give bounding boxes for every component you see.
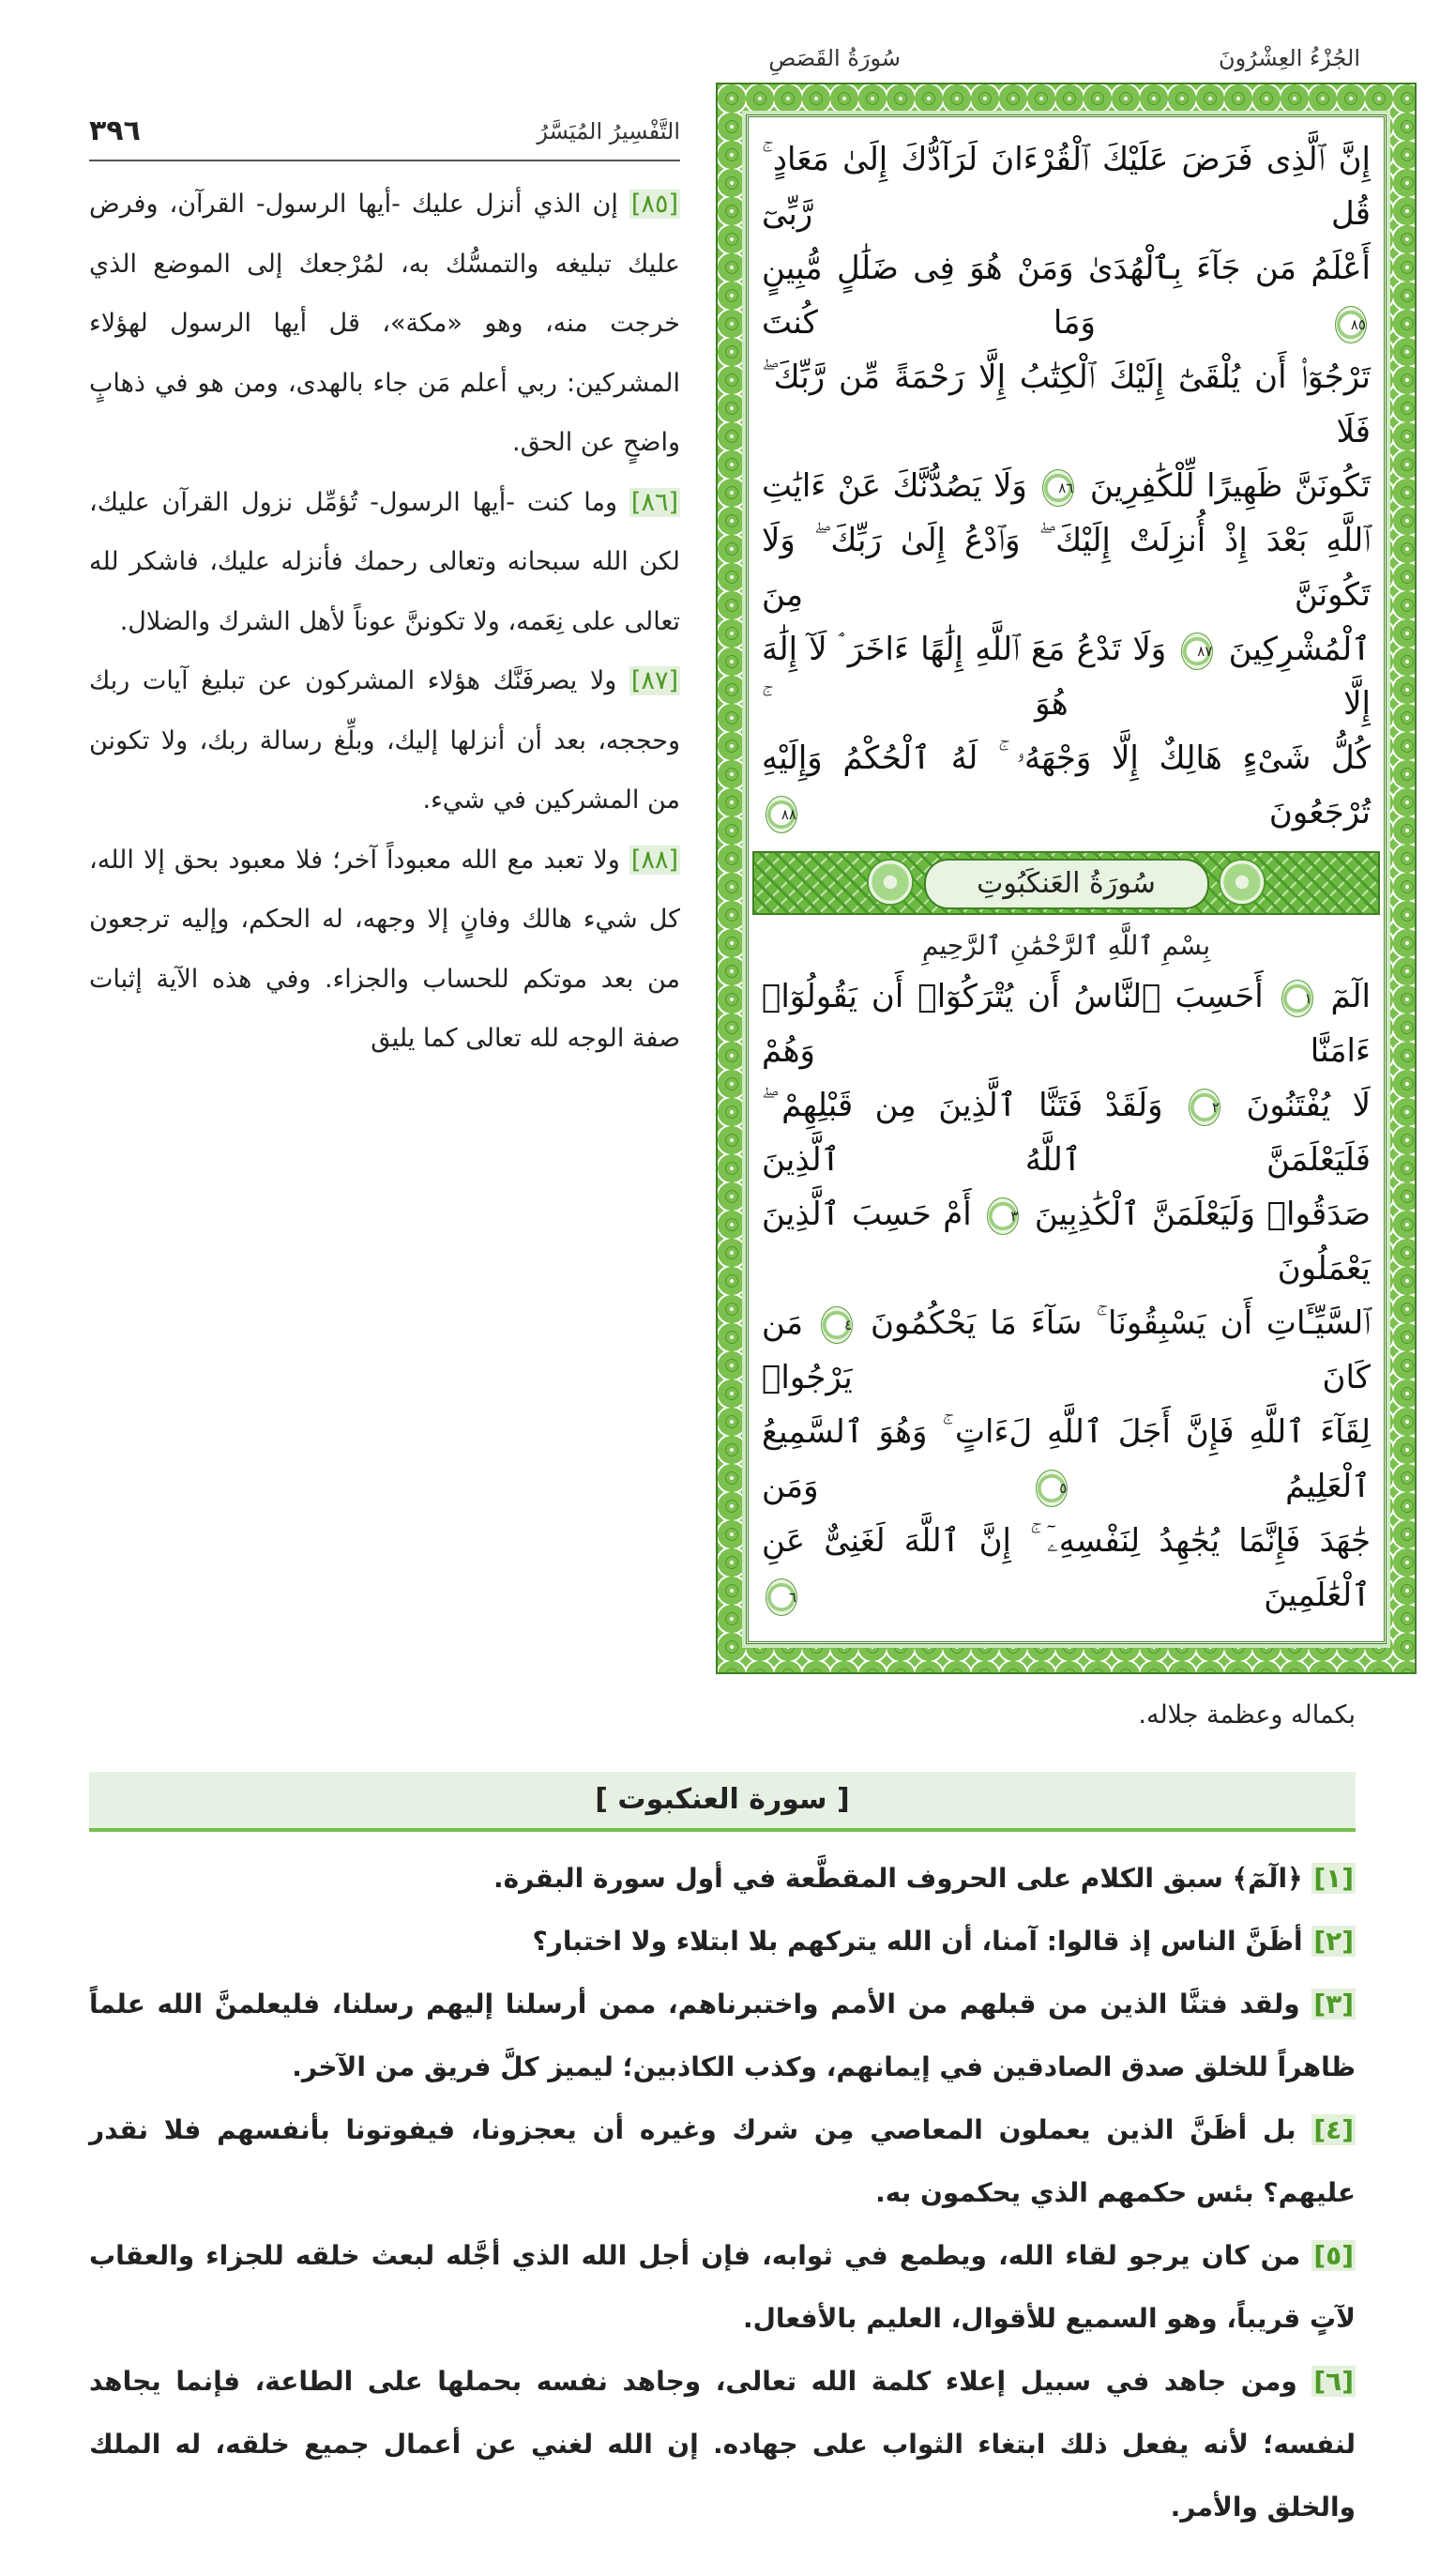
- basmala: بِسْمِ ٱللَّهِ ٱلرَّحْمَٰنِ ٱلرَّحِيمِ: [921, 930, 1211, 961]
- quran-line: [762, 459, 1371, 513]
- tafsir-entry: [89, 473, 680, 652]
- quran-line: [762, 1296, 1371, 1405]
- tafsir-text: ومن جاهد في سبيل إعلاء كلمة الله تعالى، وجاهد نفسه بحملها على الطاعة، فإنما يجاهد لنفسه؛ لأنه يفعل ذلك ابتغاء الثواب على جهاده. إن الله لغني عن أعمال جميع خلقه، له الملك والخلق والأمر.: [89, 2366, 1356, 2523]
- tafsir-entry: [89, 831, 680, 1069]
- juz-header: الجُزْءُ العِشْرُونَ: [1218, 45, 1360, 71]
- tafsir-entry: [89, 2350, 1356, 2538]
- surah-header: سُورَةُ القَصَصِ: [768, 45, 901, 71]
- ayah-text: وَمَا كُنتَ: [762, 304, 1096, 342]
- quran-line: [762, 969, 1371, 1078]
- ayah-text: لَا يُفْتَنُونَ: [1246, 1087, 1371, 1124]
- tafsir-text: أظَنَّ الناس إذ قالوا: آمنا، أن الله يتركهم بلا ابتلاء ولا اختبار؟: [532, 1926, 1312, 1957]
- tafsir-entry: [89, 1973, 1356, 2098]
- ayah-text: صَدَقُوا۟ وَلَيَعْلَمَنَّ ٱلْكَٰذِبِينَ: [1034, 1196, 1372, 1233]
- ayah-text: وَلَا يَصُدُّنَّكَ عَنْ ءَايَٰتِ: [762, 467, 1027, 505]
- tafsir-continuation: بكماله وعظمة جلاله.: [1138, 1700, 1356, 1730]
- verse-number: [٢]: [1313, 1926, 1354, 1957]
- ayah-text: ٱلسَّيِّـَٔاتِ أَن يَسْبِقُونَا ۚ سَآءَ مَا يَحْكُمُونَ: [870, 1304, 1371, 1342]
- tafsir-text: ﴿الٓمٓ﴾ سبق الكلام على الحروف المقطَّعة في أول سورة البقرة.: [493, 1863, 1312, 1894]
- ayah-text: كُلُّ شَىْءٍ هَالِكٌ إِلَّا وَجْهَهُۥ ۚ لَهُ ٱلْحُكْمُ وَإِلَيْهِ تُرْجَعُونَ: [762, 739, 1371, 831]
- ayah-marker: ٨٧: [1181, 633, 1213, 670]
- ayah-text: تَكُونَنَّ ظَهِيرًا لِّلْكَٰفِرِينَ: [1089, 467, 1371, 505]
- ayah-marker: ٨٦: [1042, 469, 1074, 507]
- ayah-marker: ٦: [765, 1578, 797, 1616]
- verse-number: [٨٥]: [630, 190, 678, 219]
- ayah-text: وَمَن: [762, 1468, 819, 1505]
- verses-before: [762, 132, 1371, 840]
- quran-line: [762, 513, 1371, 622]
- section-heading: [ سورة العنكبوت ]: [595, 1783, 850, 1816]
- tafsir-entry: [89, 2098, 1356, 2224]
- ayah-text: تَرْجُوٓا۟ أَن يُلْقَىٰٓ إِلَيْكَ ٱلْكِتَٰبُ إِلَّا رَحْمَةً مِّن رَّبِّكَ ۖ فَلَا: [762, 358, 1371, 450]
- ayah-text: مَن كَانَ يَرْجُوا۟: [762, 1304, 1371, 1396]
- rosette-ornament-icon: [1219, 859, 1266, 906]
- page-number: ٣٩٦: [89, 114, 141, 147]
- surah-banner: [752, 851, 1380, 915]
- quran-line: [762, 731, 1371, 840]
- ayah-marker: ٢: [1189, 1089, 1220, 1126]
- tafsir-entry: [89, 1847, 1356, 1910]
- tafsir-entry: [89, 1910, 1356, 1973]
- tafsir-text: وما كنت -أيها الرسول- تُؤمِّل نزول القرآن عليك، لكن الله سبحانه وتعالى رحمك فأنزله عليك، فاشكر لله تعالى على نِعَمه، ولا تكوننَّ عوناً لأهل الشرك والضلال.: [89, 487, 680, 636]
- tafsir-text: ولا يصرفَنَّك هؤلاء المشركون عن تبليغ آيات ربك وحججه، بعد أن أنزلها إليك، وبلِّغ رسالة ربك، ولا تكونن من المشركين في شيء.: [89, 666, 680, 815]
- verse-number: [٥]: [1313, 2240, 1354, 2271]
- ayah-marker: ٨٨: [765, 796, 797, 833]
- ayah-text: وَلَقَدْ فَتَنَّا ٱلَّذِينَ مِن قَبْلِهِمْ ۖ فَلَيَعْلَمَنَّ ٱللَّهُ ٱلَّذِينَ: [762, 1087, 1371, 1179]
- ayah-marker: ٥: [1036, 1470, 1068, 1507]
- tafsir-column: [89, 175, 680, 1069]
- tafsir-text: بل أظَنَّ الذين يعملون المعاصي مِن شرك وغيره أن يعجزونا، فيفوتونا بأنفسهم فلا نقدر عليهم؟ بئس حكمهم الذي يحكمون به.: [89, 2114, 1356, 2208]
- tafsir-text: ولا تعبد مع الله معبوداً آخر؛ فلا معبود بحق إلا الله، كل شيء هالك وفانٍ إلا وجهه، له الحكم، وإليه ترجعون من بعد موتكم للحساب والجزاء. وفي هذه الآية إثبات صفة الوجه لله تعالى كما يليق: [89, 845, 680, 1053]
- ayah-text: إِنَّ ٱلَّذِى فَرَضَ عَلَيْكَ ٱلْقُرْءَانَ لَرَآدُّكَ إِلَىٰ مَعَادٍ ۚ قُل رَّبِّىٓ: [762, 141, 1371, 233]
- quran-line: [762, 622, 1371, 731]
- quran-line: [762, 350, 1371, 459]
- rosette-ornament-icon: [867, 859, 914, 906]
- ayah-text: لِقَآءَ ٱللَّهِ فَإِنَّ أَجَلَ ٱللَّهِ لَءَاتٍ ۚ وَهُوَ ٱلسَّمِيعُ ٱلْعَلِيمُ: [762, 1413, 1371, 1505]
- tafsir-bottom: [89, 1847, 1356, 2576]
- verses-after: [762, 969, 1371, 1623]
- tafsir-text: من كان يرجو لقاء الله، ويطمع في ثوابه، فإن أجل الله الذي أجَّله لبعث خلقه للجزاء والعقاب لآتٍ قريباً، وهو السميع للأقوال، العليم بالأفعال.: [89, 2240, 1356, 2334]
- quran-line: [762, 1405, 1371, 1514]
- ayah-marker: ٣: [987, 1197, 1019, 1235]
- tafsir-text: إن الذي أنزل عليك -أيها الرسول- القرآن، وفرض عليك تبليغه والتمسُّك به، لمُرْجعك إلى الموضع الذي خرجت منه، وهو «مكة»، قل أيها الرسول لهؤلاء المشركين: ربي أعلم مَن جاء بالهدى، ومن هو في ذهابٍ واضحٍ عن الحق.: [89, 190, 680, 457]
- ayah-text: جَٰهَدَ فَإِنَّمَا يُجَٰهِدُ لِنَفْسِهِۦٓ ۚ إِنَّ ٱللَّهَ لَغَنِىٌّ عَنِ ٱلْعَٰلَمِينَ: [762, 1522, 1371, 1614]
- verse-number: [٤]: [1313, 2114, 1354, 2145]
- ayah-text: ٱللَّهِ بَعْدَ إِذْ أُنزِلَتْ إِلَيْكَ ۖ وَٱدْعُ إِلَىٰ رَبِّكَ ۖ وَلَا تَكُونَنَّ مِنَ: [762, 522, 1371, 614]
- verse-number: [٨٦]: [630, 487, 678, 517]
- tafsir-title: التَّفْسِيرُ المُيَسَّرُ: [537, 118, 680, 145]
- quran-text-panel: [746, 114, 1387, 1644]
- surah-banner-title: سُورَةُ العَنكَبُوتِ: [924, 859, 1209, 909]
- verse-number: [٨٨]: [630, 845, 678, 875]
- tafsir-entry: [89, 2224, 1356, 2350]
- ayah-text: وَلَا تَدْعُ مَعَ ٱللَّهِ إِلَٰهًا ءَاخَرَ ۘ لَآ إِلَٰهَ إِلَّا هُوَ ۚ: [762, 631, 1371, 723]
- page-body: [89, 83, 1417, 2576]
- ayah-text: أَعْلَمُ مَن جَآءَ بِٱلْهُدَىٰ وَمَنْ هُوَ فِى ضَلَٰلٍ مُّبِينٍ: [762, 250, 1371, 287]
- ayah-marker: ٤: [821, 1306, 853, 1344]
- verse-number: [١]: [1313, 1863, 1354, 1894]
- ayah-marker: ١: [1281, 980, 1313, 1017]
- ayah-text: الٓمٓ: [1330, 978, 1371, 1015]
- tafsir-entry: [89, 651, 680, 831]
- quran-line: [762, 1514, 1371, 1623]
- ayah-marker: ٨٥: [1335, 306, 1367, 343]
- ayah-text: ٱلْمُشْرِكِينَ: [1228, 631, 1371, 668]
- ayah-text: أَحَسِبَ ٱلنَّاسُ أَن يُتْرَكُوٓا۟ أَن يَقُولُوٓا۟ ءَامَنَّا وَهُمْ: [762, 978, 1371, 1070]
- quran-line: [762, 132, 1371, 241]
- quran-line: [762, 1078, 1371, 1187]
- ayah-text: أَمْ حَسِبَ ٱلَّذِينَ يَعْمَلُونَ: [762, 1196, 1371, 1288]
- verse-number: [٦]: [1313, 2366, 1354, 2397]
- verse-number: [٨٧]: [630, 666, 678, 695]
- tafsir-entry: [89, 175, 680, 473]
- quran-frame: [716, 83, 1417, 1674]
- top-row: [89, 83, 1417, 1674]
- verse-number: [٣]: [1313, 1989, 1354, 2020]
- quran-line: [762, 1187, 1371, 1296]
- quran-line: [762, 241, 1371, 350]
- tafsir-text: ولقد فتنَّا الذين من قبلهم من الأمم واختبرناهم، ممن أرسلنا إليهم رسلنا، فليعلمنَّ الله علماً ظاهراً للخلق صدق الصادقين في إيمانهم، وكذب الكاذبين؛ ليميز كلَّ فريق من الآخر.: [89, 1989, 1356, 2082]
- section-heading-band: [89, 1772, 1356, 1832]
